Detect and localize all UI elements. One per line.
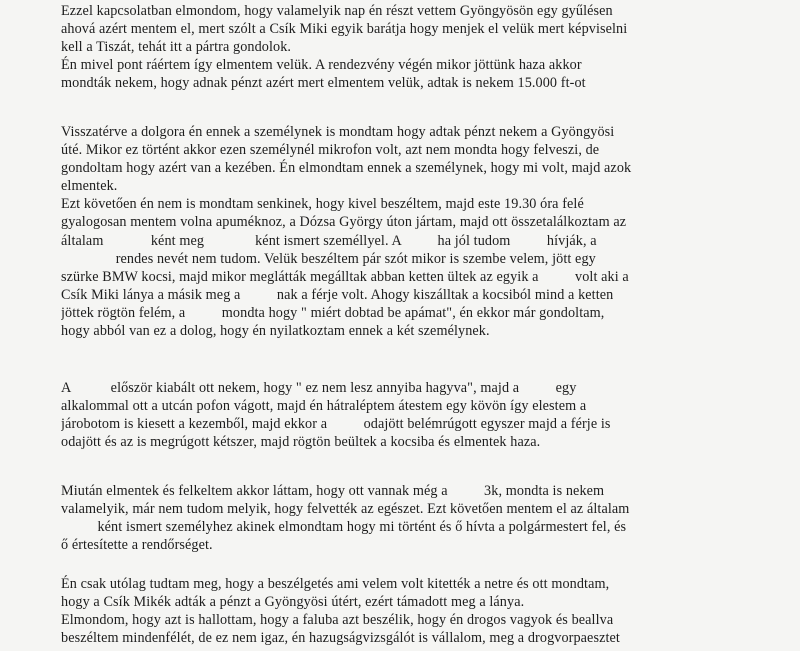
paragraph-3 bbox=[61, 379, 783, 451]
paragraph-2 bbox=[61, 123, 783, 340]
text-line: ahová azért mentem el, mert szólt a Csík Miki egyik barátja hogy menjek el velük mert képviselni bbox=[61, 21, 628, 38]
text-line: általam ként meg ként ismert személlyel. A ha jól tudom hívják, a bbox=[61, 232, 597, 249]
text-line: Én csak utólag tudtam meg, hogy a beszélgetés ami velem volt kitették a netre és ott mondtam, bbox=[61, 576, 610, 592]
paragraph-4 bbox=[61, 482, 783, 554]
text-line: Ezzel kapcsolatban elmondom, hogy valamelyik nap én részt vettem Gyöngyösön egy gyűlésen bbox=[61, 3, 613, 19]
text-line: Elmondom, hogy azt is hallottam, hogy a faluba azt beszélik, hogy én drogos vagyok és beallva bbox=[61, 612, 614, 629]
paragraph-1 bbox=[61, 2, 783, 92]
text-line: alkalommal ott a utcán pofon vágott, majd én hátraléptem átestem egy kövön így elestem a bbox=[61, 398, 587, 415]
text-line: Én mivel pont ráértem így elmentem velük. A rendezvény végén mikor jöttünk haza akkor bbox=[61, 57, 582, 74]
text-line: Csík Miki lánya a másik meg a nak a férje volt. Ahogy kiszálltak a kocsiból mind a ketten bbox=[61, 286, 614, 303]
text-line: jöttek rögtön felém, a mondta hogy " miért dobtad be apámat", én ekkor már gondoltam, bbox=[61, 304, 605, 321]
text-line: Visszatérve a dolgora én ennek a személynek is mondtam hogy adtak pénzt nekem a Gyöngyösi bbox=[61, 124, 615, 140]
text-line: gyalogosan mentem volna apuméknoz, a Dózsa György úton jártam, majd ott összetalálkoztam az bbox=[61, 214, 627, 231]
text-line: rendes nevét nem tudom. Velük beszéltem pár szót mikor is szembe velem, jött egy bbox=[61, 250, 596, 267]
text-line: ként ismert személyhez akinek elmondtam hogy mi történt és ő hívta a polgármestert fel, és bbox=[61, 519, 627, 536]
text-line: valamelyik, már nem tudom melyik, hogy felvették az egészet. Ezt követően mentem el az általam bbox=[61, 501, 630, 518]
text-line: hogy abból van ez a dolog, hogy én nyilatkoztam ennek a két személynek. bbox=[61, 323, 490, 340]
text-line: elmentek. bbox=[61, 178, 118, 195]
paragraph-5 bbox=[61, 575, 783, 647]
text-line: beszéltem mindenfélét, de ez nem igaz, én hazugságvizsgálót is vállalom, meg a drogvorpaesztet bbox=[61, 630, 620, 647]
text-line: Ezt követően én nem is mondtam senkinek, hogy kivel beszéltem, majd este 19.30 óra felé bbox=[61, 196, 584, 213]
text-line: járobotom is kiesett a kezemből, majd ekkor a odajött belémrúgott egyszer majd a férje is bbox=[61, 416, 611, 433]
text-line: szürke BMW kocsi, majd mikor meglátták megálltak abban ketten ültek az egyik a volt aki a bbox=[61, 268, 629, 285]
text-line: kell a Tiszát, tehát itt a pártra gondolok. bbox=[61, 39, 292, 56]
text-line: odajött és az is megrúgott kétszer, majd rögtön beültek a kocsiba és elmentek haza. bbox=[61, 434, 541, 451]
text-line: mondták nekem, hogy adnak pénzt azért mert elmentem velük, adtak is nekem 15.000 ft-ot bbox=[61, 75, 586, 92]
text-line: gondoltam hogy azért van a kezében. Én elmondtam ennek a személynek, hogy mi volt, majd azok bbox=[61, 160, 632, 177]
text-line: hogy a Csík Mikék adták a pénzt a Gyöngyösi útért, ezért támadott meg a lánya. bbox=[61, 594, 525, 611]
text-line: úté. Mikor ez történt akkor ezen személynél mikrofon volt, azt nem mondta hogy felveszi, de bbox=[61, 142, 600, 159]
text-line: ő értesítette a rendőrséget. bbox=[61, 537, 213, 554]
text-line: Miután elmentek és felkeltem akkor láttam, hogy ott vannak még a 3k, mondta is nekem bbox=[61, 483, 605, 499]
text-line: A először kiabált ott nekem, hogy " ez nem lesz annyiba hagyva", majd a egy bbox=[61, 380, 577, 396]
